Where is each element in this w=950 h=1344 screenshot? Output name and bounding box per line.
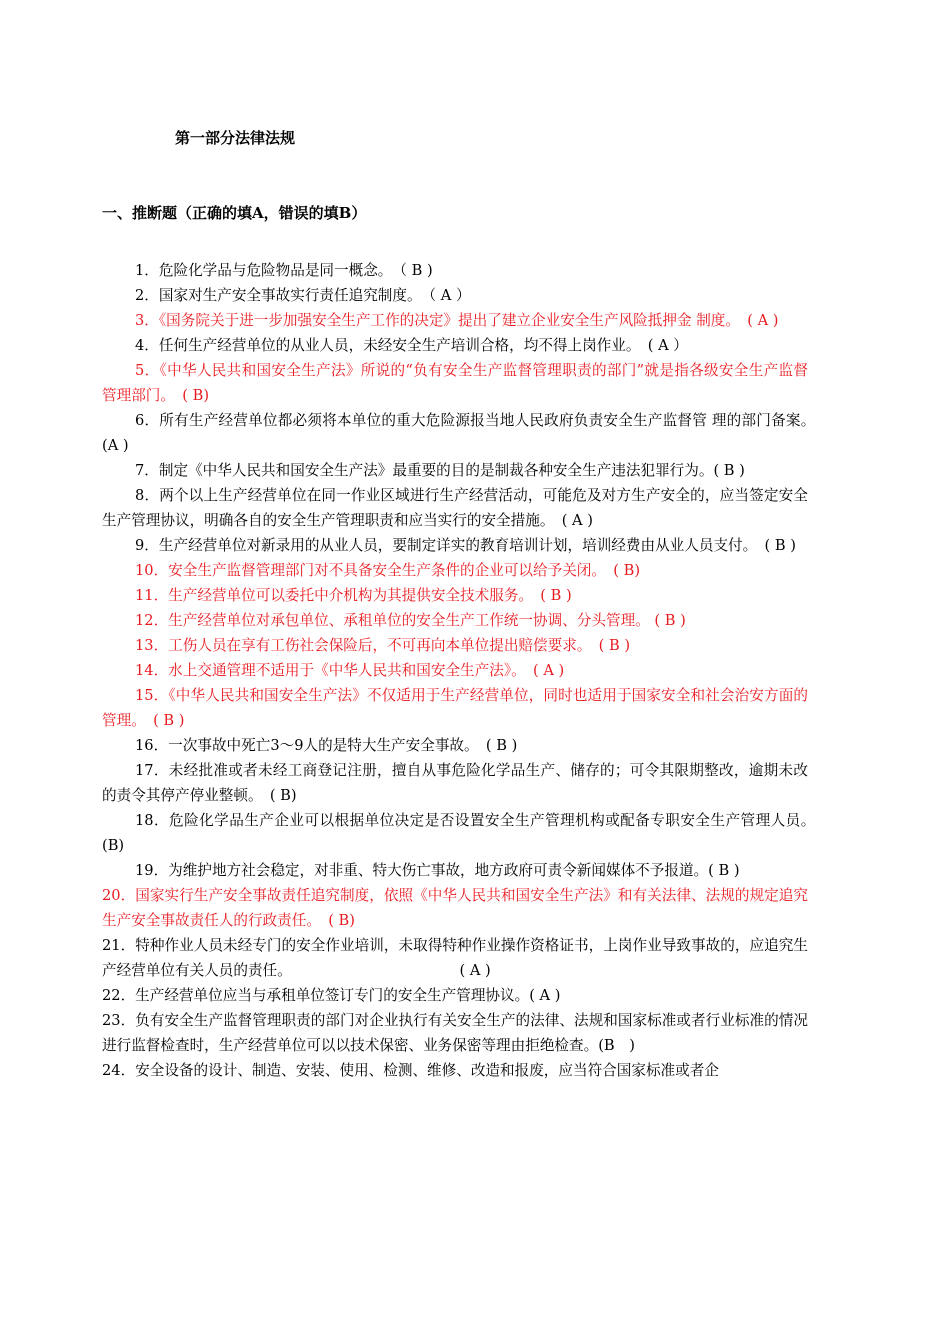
question-item: 6．所有生产经营单位都必须将本单位的重大危险源报当地人民政府负责安全生产监督管 理的部门备案。 (A ) [102,412,823,454]
question-item: 22．生产经营单位应当与承租单位签订专门的安全生产管理协议。( A ) [102,987,561,1004]
question-item: 24．安全设备的设计、制造、安装、使用、检测、维修、改造和报废，应当符合国家标准或者企 [102,1062,719,1079]
question-item: 4．任何生产经营单位的从业人员，未经安全生产培训合格，均不得上岗作业。 ( A ） [135,337,688,354]
question-item: 1．危险化学品与危险物品是同一概念。 （ B ) [135,262,433,279]
question-item: 23．负有安全生产监督管理职责的部门对企业执行有关安全生产的法律、法规和国家标准或者行业标准的情况进行监督检查时，生产经营单位可以以技术保密、业务保密等理由拒绝检查。(B ) [102,1012,808,1054]
part-title: 第一部分法律法规 [175,129,296,147]
question-item: 5．《中华人民共和国安全生产法》所说的“负有安全生产监督管理职责的部门”就是指各级安全生产监督管理部门。 ( B) [102,362,808,404]
question-item: 17．未经批准或者未经工商登记注册，擅自从事危险化学品生产、储存的；可令其限期整改，逾期未改的责令其停产停业整顿。 ( B) [102,762,808,804]
section-title: 一、推断题（正确的填A，错误的填B） [102,204,367,222]
question-item: 12．生产经营单位对承包单位、承租单位的安全生产工作统一协调、分头管理。 ( B ) [135,612,686,629]
question-item: 15．《中华人民共和国安全生产法》不仅适用于生产经营单位，同时也适用于国家安全和社会治安方面的管理。 ( B ) [102,687,808,729]
question-item: 2．国家对生产安全事故实行责任追究制度。 （ A ） [135,287,471,304]
question-item: 11．生产经营单位可以委托中介机构为其提供安全技术服务。 ( B ) [135,587,572,604]
question-item: 16．一次事故中死亡3～9人的是特大生产安全事故。 ( B ) [135,737,518,754]
question-list [102,258,823,1083]
question-item: 21．特种作业人员未经专门的安全作业培训，未取得特种作业操作资格证书，上岗作业导致事故的，应追究生产经营单位有关人员的责任。 ( A ) [102,937,808,979]
question-item: 20．国家实行生产安全事故责任追究制度，依照《中华人民共和国安全生产法》和有关法律、法规的规定追究生产安全事故责任人的行政责任。 ( B) [102,887,808,929]
question-item: 3．《国务院关于进一步加强安全生产工作的决定》提出了建立企业安全生产风险抵押金 制度。 ( A ) [135,312,779,329]
question-item: 10．安全生产监督管理部门对不具备安全生产条件的企业可以给予关闭。 ( B) [135,562,641,579]
question-item: 18．危险化学品生产企业可以根据单位决定是否设置安全生产管理机构或配备专职安全生产管理人员。 (B) [102,812,823,854]
question-item: 8．两个以上生产经营单位在同一作业区域进行生产经营活动，可能危及对方生产安全的，应当签定安全生产管理协议，明确各自的安全生产管理职责和应当实行的安全措施。 ( A ) [102,487,808,529]
question-item: 14．水上交通管理不适用于《中华人民共和国安全生产法》。 ( A ) [135,662,565,679]
question-item: 19．为维护地方社会稳定，对非重、特大伤亡事故，地方政府可责令新闻媒体不予报道。( B ) [135,862,740,879]
question-item: 13．工伤人员在享有工伤社会保险后，不可再向本单位提出赔偿要求。 ( B ) [135,637,631,654]
question-item: 9．生产经营单位对新录用的从业人员，要制定详实的教育培训计划，培训经费由从业人员支付。 ( B ) [135,537,796,554]
question-item: 7．制定《中华人民共和国安全生产法》最重要的目的是制裁各种安全生产违法犯罪行为。( B ) [135,462,745,479]
